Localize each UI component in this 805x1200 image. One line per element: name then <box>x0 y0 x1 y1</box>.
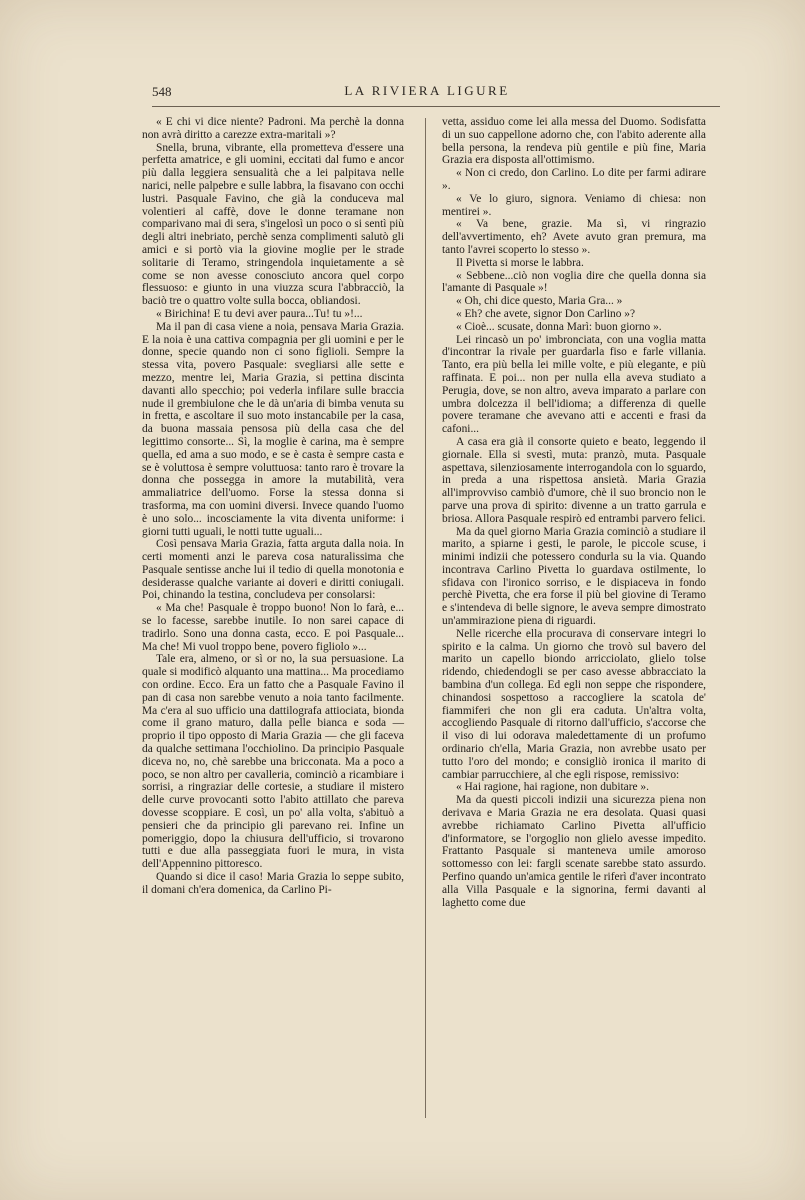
paragraph: « Ma che! Pasquale è troppo buono! Non lo farà, e... se lo facesse, sarebbe inutile. Io non sarei capace di tradirlo. Sono una donna casta, ecco. E poi Pasquale... Ma che! Mi vuol troppo bene, povero figliolo »... <box>142 602 404 653</box>
paragraph: Snella, bruna, vibrante, ella prometteva d'essere una perfetta amatrice, e gli uomini, eccitati dal fumo e ancor più dalla leggiera sensualità che a lei palpitava nelle narici, nelle palpebre e sulle labbra, la fisavano con occhi lustri. Pasquale Favino, che già la conduceva mal volentieri al caffè, dove le donne teramane non comparivano mai di sera, s'ingelosì un poco o si sentì più degli altri inebriato, perchè senza complimenti salutò gli amici e si portò via la giovine moglie per le strade solitarie di Teramo, stringendola inquietamente a sè come se non avesse conosciuto ancora quel corpo flessuoso: e giunto in una viuzza scura l'abbracciò, la baciò tre o quattro volte sulla bocca, obliandosi. <box>142 141 404 308</box>
left-column <box>142 116 404 897</box>
paragraph: « Birichina! E tu devi aver paura...Tu! tu »!... <box>156 307 363 320</box>
paragraph: « Non ci credo, don Carlino. Lo dite per farmi adirare ». <box>442 167 706 192</box>
paragraph: Lei rincasò un po' imbronciata, con una voglia matta d'incontrar la rivale per guardarla fiso e farle villania. Tanto, era più bella lei mille volte, e più elegante, e più raffinata. E poi... non per nulla ella aveva studiato a Perugia, dove, se non altro, aveva imparato a parlare con umbra dolcezza il bell'idioma; a differenza di quelle povere teramane che avevano atti e accenti e frasi da cafoni... <box>442 333 706 436</box>
paragraph: Ma il pan di casa viene a noia, pensava Maria Grazia. E la noia è una cattiva compagnia per gli uomini e per le donne, specie quando non ci sono figlioli. Sempre la stessa vita, povero Pasquale: svegliarsi alle sette e mezzo, mentre lei, Maria Grazia, si pettina discinta davanti allo specchio; poi vederla infilare sulle braccia nude il grembiulone che le dà un'aria di bimba venuta su in fretta, e ascoltare il suo moto instancabile per la casa, da buona massaia pensosa più della casa che del legittimo consorte... Sì, la moglie è carina, ma è sempre quella, ed ama a suo modo, e se è casta è sempre casta e se è voluttosa è sempre voluttuosa: tanto raro è trovare la donna che possegga in amore la mutabilità, vera ammaliatrice dell'uomo. Forse la stessa donna si trasforma, ma con uomini diversi. Invece quando l'uomo è uno solo... incosciamente la vita diventa uniforme: i giorni tutti uguali, le notti tutte uguali... <box>142 320 404 538</box>
paragraph: vetta, assiduo come lei alla messa del Duomo. Sodisfatta di un suo cappellone adorno che, con l'abito aderente alla bella persona, la rendeva più gentile e più fine, Maria Grazia era disposta all'ottimismo. <box>442 116 706 167</box>
paragraph: « Hai ragione, hai ragione, non dubitare ». <box>456 781 649 794</box>
right-column <box>442 116 706 909</box>
paragraph: « Eh? che avete, signor Don Carlino »? <box>456 307 636 320</box>
running-title: LA RIVIERA LIGURE <box>344 83 510 98</box>
paragraph: « Oh, chi dice questo, Maria Gra... » <box>456 295 623 308</box>
paragraph: Nelle ricerche ella procurava di conservare integri lo spirito e la calma. Un giorno che trovò sul bavero del marito un capello biondo arricciolato, glielo tolse ridendo, chiedendogli se per caso avesse abbracciato la bambina d'un collega. Ed egli non seppe che rispondere, chinandosi sospettoso a raccogliere la scatola de' fiammiferi che non gli era caduta. Un'altra volta, accogliendo Pasquale di ritorno dall'ufficio, s'accorse che il viso di lui odorava maledettamente di un profumo ordinario ch'ella, Maria Grazia, non avrebbe usato per tutto l'oro del mondo; e consigliò ironica il marito di cambiar parrucchiere, al che egli rispose, remissivo: <box>442 627 706 781</box>
page-header <box>152 84 720 107</box>
paragraph: Tale era, almeno, or sì or no, la sua persuasione. La quale si modificò alquanto una mattina... Ma procediamo con ordine. Ecco. Era un fatto che a Pasquale Favino il pan di casa non sarebbe venuto a noia tanto facilmente. Ma c'era al suo ufficio una dattilografa attiociata, bionda come il grano maturo, dalla pelle bianca e soda — proprio il tipo opposto di Maria Grazia — che gli faceva da qualche settimana l'occhiolino. Da principio Pasquale diceva no, no, chè sarebbe una bricconata. Ma a poco a poco, se non altro per cavalleria, cominciò a ricambiare i sorrisi, a ringraziar delle cortesie, a studiare il mistero delle curve provocanti sotto l'abito attillato che pareva dovesse scoppiare. E così, un po' alla volta, s'abituò a pensieri che da principio gli parevano rei. Infine un pomeriggio, dopo la chiusura dell'ufficio, si trovarono tutti e due alla passeggiata fuori le mura, in vista dell'Appennino pittoresco. <box>142 653 404 871</box>
paragraph: Così pensava Maria Grazia, fatta arguta dalla noia. In certi momenti anzi le pareva cosa naturalissima che Pasquale sentisse anche lui il tedio di quella monotonia e desiderasse qualche variante ai doveri e diritti coniugali. Poi, chinando la testina, concludeva per consolarsi: <box>142 538 404 602</box>
paragraph: « Va bene, grazie. Ma sì, vi ringrazio dell'avvertimento, eh? Avete avuto gran premura, ma tanto l'avrei scoperto lo stesso ». <box>442 218 706 256</box>
paragraph: « Sebbene...ciò non voglia dire che quella donna sia l'amante di Pasquale »! <box>442 269 706 295</box>
paragraph: « Ve lo giuro, signora. Veniamo di chiesa: non mentirei ». <box>442 192 706 218</box>
page-number: 548 <box>152 84 172 99</box>
paragraph: Quando si dice il caso! Maria Grazia lo seppe subito, il domani ch'era domenica, da Carlino Pi- <box>142 871 404 896</box>
paragraph: A casa era già il consorte quieto e beato, leggendo il giornale. Ella si svestì, muta: pranzò, muta. Pasquale aspettava, silenziosamente interrogandola con lo sguardo, in preda a una rispettosa ansietà. Maria Grazia all'improvviso cambiò d'umore, chè il suo broncio non le parve una prova di spirito: divenne a un tratto garrula e briosa. Allora Pasquale respirò ed entrambi parvero felici. <box>442 435 706 525</box>
paragraph: « E chi vi dice niente? Padroni. Ma perchè la donna non avrà diritto a carezze extra-maritali »? <box>142 116 404 141</box>
paragraph: Ma da quel giorno Maria Grazia cominciò a studiare il marito, a spiarne i gesti, le parole, le piccole scuse, i minimi indizii che potessero condurla su la via. Quando incontrava Carlino Pivetta lo guardava ostilmente, lo sfidava con l'ironico sorriso, e le dispiaceva in fondo perchè Pivetta, che era forse il più bel giovine di Teramo e s'intendeva di belle signore, le aveva sempre dimostrato un'ammirazione piena di riguardi. <box>442 525 706 628</box>
paragraph: « Cioè... scusate, donna Marì: buon giorno ». <box>456 320 662 333</box>
paragraph: Il Pivetta si morse le labbra. <box>456 256 584 269</box>
column-divider <box>425 118 426 1118</box>
paragraph: Ma da questi piccoli indizii una sicurezza piena non derivava e Maria Grazia ne era desolata. Quasi quasi avrebbe richiamato Carlino Pivetta all'ufficio d'informatore, se l'orgoglio non glielo avesse impedito. Frattanto Pasquale si manteneva umile amoroso sottomesso con lei: fargli scenate sarebbe stato assurdo. Perfino quando un'amica gentile le riferì d'aver incontrato alla Villa Pasquale e la signorina, fermi davanti al laghetto come due <box>442 794 706 909</box>
